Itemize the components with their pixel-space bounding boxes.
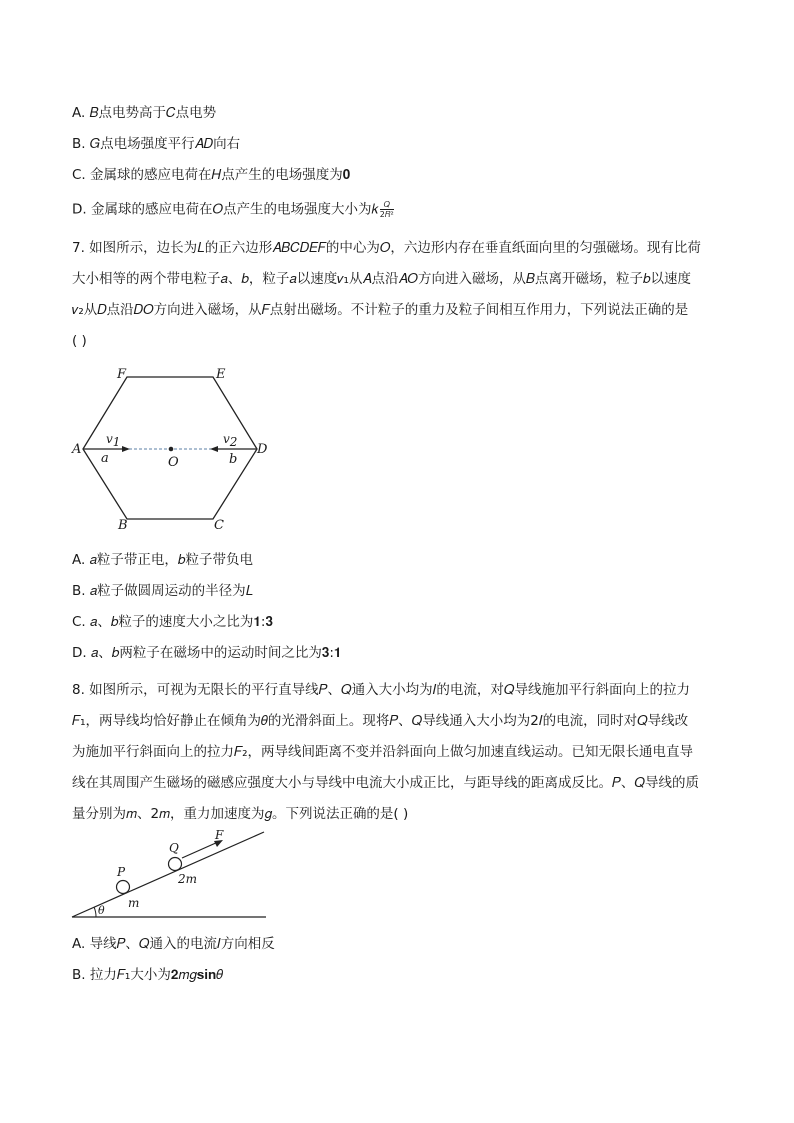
q7-option-a: A. 𝑎粒子带正电，𝑏粒子带负电: [72, 552, 253, 568]
q6-option-d: [72, 200, 394, 219]
q7-stem-line: 𝑣₂从𝐷点沿𝐷𝑂方向进入磁场，从𝐹点射出磁场。不计粒子的重力及粒子间相互作用力，下列说法正确的是: [72, 302, 689, 318]
q8-option-a: A. 导线𝑃、𝑄通入的电流𝐼方向相反: [72, 936, 275, 952]
q8-stem: [72, 675, 722, 830]
hexagon-figure: [70, 362, 270, 532]
q6-option-d-text: D. 金属球的感应电荷在𝑂点产生的电场强度大小为𝑘: [72, 201, 379, 218]
q8-stem-line: 线在其周围产生磁场的磁感应强度大小与导线中电流大小成正比，与距导线的距离成反比。𝑃、𝑄导线的质: [72, 775, 699, 791]
fraction-numerator: 𝑄: [380, 200, 394, 210]
label-theta: θ: [98, 904, 105, 917]
wire-p: [117, 881, 130, 894]
label-f: F: [117, 367, 127, 382]
q7-stem-line: ( ): [72, 333, 87, 349]
label-particle-b: b: [229, 452, 238, 467]
v2-arrowhead: [210, 446, 218, 452]
q6-option-b: B. 𝐺点电场强度平行𝐴𝐷向右: [72, 136, 241, 152]
q8-stem-line: 8. 如图所示，可视为无限长的平行直导线𝑃、𝑄通入大小均为𝐼的电流，对𝑄导线施加平行斜面向上的拉力: [72, 682, 690, 698]
fraction-denominator: 2𝑅²: [379, 210, 394, 219]
v1-arrowhead: [122, 446, 130, 452]
label-q: Q: [169, 841, 179, 855]
label-b: B: [118, 518, 128, 532]
q8-stem-line: 𝐹₁，两导线均恰好静止在倾角为𝜃的光滑斜面上。现将𝑃、𝑄导线通入大小均为2𝐼的电流，同时对𝑄导线改: [72, 713, 689, 729]
force-f-arrow: [182, 842, 218, 858]
label-d: D: [257, 442, 268, 457]
label-v2: v2: [223, 432, 238, 449]
q6-option-c: C. 金属球的感应电荷在𝐻点产生的电场强度为𝟎: [72, 167, 351, 183]
q8-stem-line: 为施加平行斜面向上的拉力𝐹₂，两导线间距离不变并沿斜面向上做匀加速直线运动。已知无限长通电直导: [72, 744, 693, 760]
label-v1: v1: [106, 432, 121, 449]
label-m: m: [128, 896, 140, 910]
incline-figure: [70, 828, 270, 920]
q7-stem-line: 7. 如图所示，边长为𝐿的正六边形𝐴𝐵𝐶𝐷𝐸𝐹的中心为𝑂，六边形内存在垂直纸面向里的匀强磁场。现有比荷: [72, 240, 701, 256]
q7-option-d: D. 𝑎、𝑏两粒子在磁场中的运动时间之比为𝟑:𝟏: [72, 645, 342, 661]
q7-stem: [72, 233, 722, 357]
label-p: P: [117, 865, 126, 879]
q7-option-c: C. 𝑎、𝑏粒子的速度大小之比为𝟏:𝟑: [72, 614, 273, 630]
label-particle-a: a: [101, 451, 109, 466]
label-e: E: [216, 367, 226, 382]
wire-q: [169, 858, 182, 871]
q6-option-d-fraction: [380, 200, 394, 219]
label-o: O: [168, 455, 179, 470]
label-2m: 2m: [178, 872, 198, 886]
label-c: C: [214, 518, 224, 532]
angle-arc: [94, 907, 96, 917]
q8-stem-line: 量分别为𝑚、2𝑚，重力加速度为𝑔。下列说法正确的是( ): [72, 806, 409, 822]
label-f: F: [215, 828, 224, 842]
q7-stem-line: 大小相等的两个带电粒子𝑎、𝑏，粒子𝑎以速度𝑣₁从𝐴点沿𝐴𝑂方向进入磁场，从𝐵点离开磁场，粒子𝑏以速度: [72, 271, 692, 287]
q8-option-b: B. 拉力𝐹₁大小为𝟐𝑚𝑔𝐬𝐢𝐧𝜃: [72, 967, 224, 983]
center-point-o: [169, 447, 174, 452]
q6-option-a: A. 𝐵点电势高于𝐶点电势: [72, 105, 217, 121]
q7-option-b: B. 𝑎粒子做圆周运动的半径为𝐿: [72, 583, 254, 599]
label-a: A: [72, 442, 82, 457]
